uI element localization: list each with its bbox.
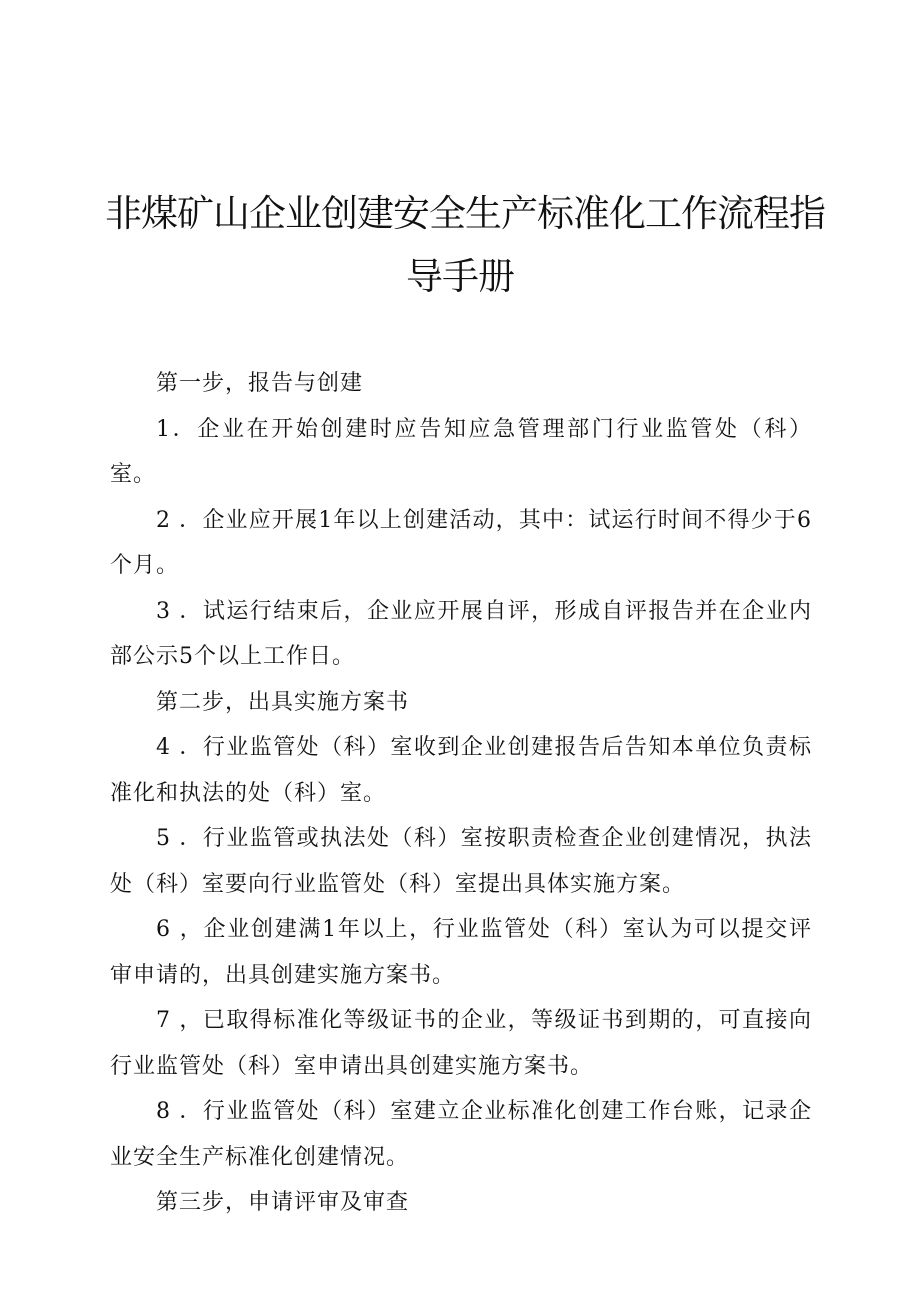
step-1-heading: 第一步，报告与创建 (156, 371, 364, 396)
paragraph-item-4: 4 ．行业监管处（科）室收到企业创建报告后告知本单位负责标准化和执法的处（科）室。 (110, 735, 812, 806)
paragraph-item-7: 7 ，已取得标准化等级证书的企业，等级证书到期的，可直接向行业监管处（科）室申请出具创建实施方案书。 (110, 1008, 812, 1079)
paragraph-item-1: 1．企业在开始创建时应告知应急管理部门行业监管处（科）室。 (110, 416, 812, 487)
paragraph-item-5: 5 ．行业监管或执法处（科）室按职责检查企业创建情况，执法处（科）室要向行业监管处（科）室提出具体实施方案。 (110, 826, 812, 897)
document-title (105, 182, 825, 308)
title-line-1: 非煤矿山企业创建安全生产标准化工作流程指 (105, 192, 825, 235)
paragraph-item-3: 3 ．试运行结束后，企业应开展自评，形成自评报告并在企业内部公示5个以上工作日。 (110, 598, 812, 669)
document-body (110, 361, 812, 1226)
step-2-heading: 第二步，出具实施方案书 (156, 689, 410, 715)
step-3-heading: 第三步，申请评审及审查 (156, 1190, 410, 1215)
paragraph-item-2: 2 ．企业应开展1年以上创建活动，其中：试运行时间不得少于6个月。 (110, 507, 812, 578)
paragraph-item-8: 8 ．行业监管处（科）室建立企业标准化创建工作台账，记录企业安全生产标准化创建情况。 (110, 1099, 812, 1170)
paragraph-item-6: 6 ，企业创建满1年以上，行业监管处（科）室认为可以提交评审申请的，出具创建实施方案书。 (110, 917, 812, 988)
title-line-2: 导手册 (406, 255, 514, 298)
